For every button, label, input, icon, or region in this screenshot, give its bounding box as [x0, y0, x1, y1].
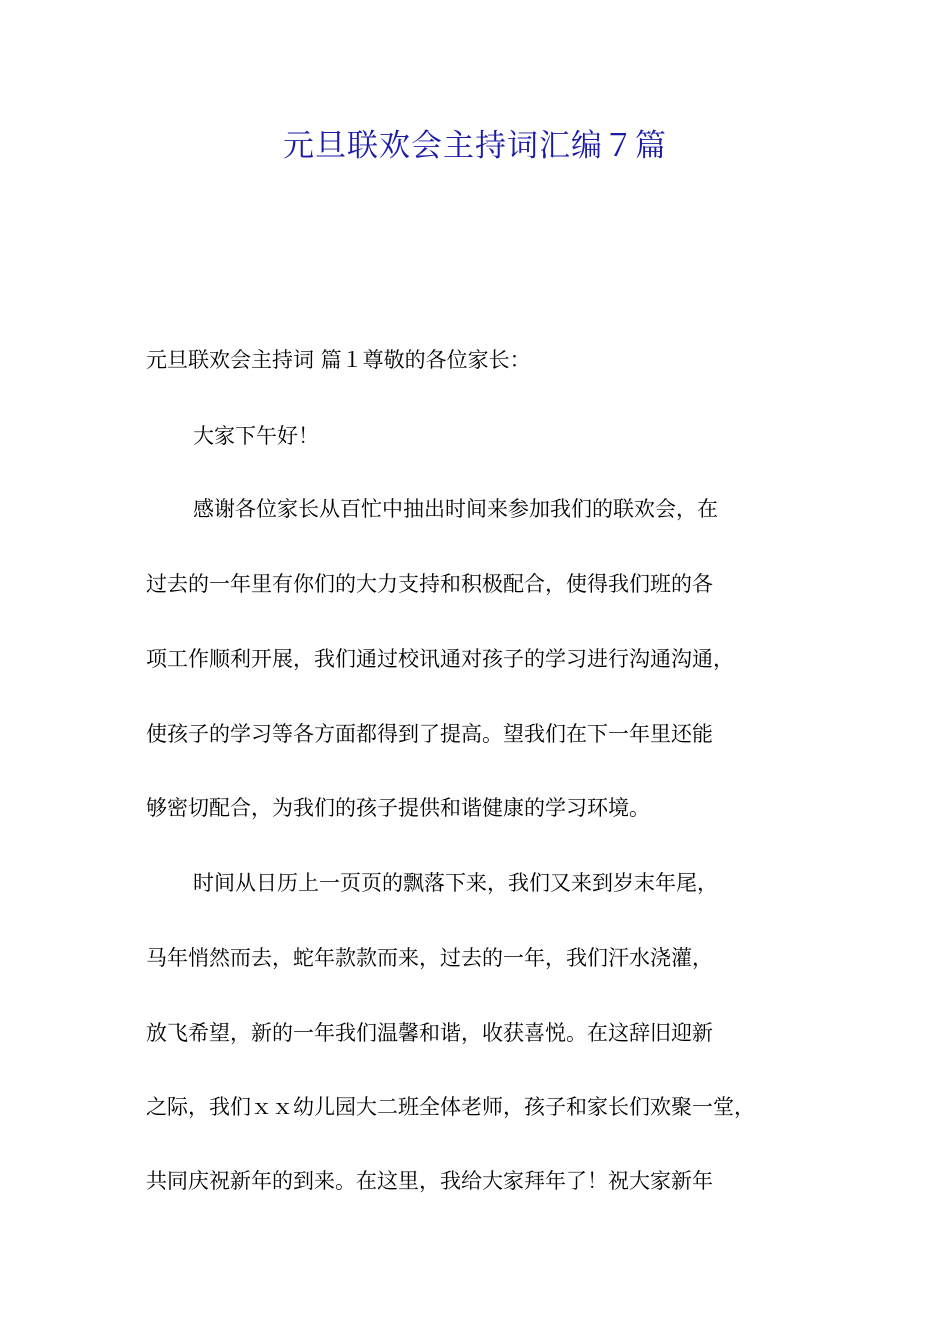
paragraph-line: 之际，我们ｘｘ幼儿园大二班全体老师，孩子和家长们欢聚一堂， — [146, 1095, 755, 1119]
paragraph-line-greeting: 大家下午好！ — [193, 424, 319, 448]
paragraph-line: 使孩子的学习等各方面都得到了提高。望我们在下一年里还能 — [146, 722, 713, 746]
document-title: 元旦联欢会主持词汇编７篇 — [283, 128, 667, 164]
paragraph-line: 共同庆祝新年的到来。在这里，我给大家拜年了！祝大家新年 — [146, 1169, 713, 1193]
paragraph-line: 感谢各位家长从百忙中抽出时间来参加我们的联欢会，在 — [193, 497, 718, 521]
paragraph-line: 项工作顺利开展，我们通过校讯通对孩子的学习进行沟通沟通， — [146, 647, 734, 671]
paragraph-line: 时间从日历上一页页的飘落下来，我们又来到岁末年尾， — [193, 871, 718, 895]
paragraph-line: 放飞希望，新的一年我们温馨和谐，收获喜悦。在这辞旧迎新 — [146, 1021, 713, 1045]
paragraph-line: 够密切配合，为我们的孩子提供和谐健康的学习环境。 — [146, 796, 650, 820]
paragraph-line-section-heading: 元旦联欢会主持词 篇１尊敬的各位家长： — [146, 348, 531, 372]
paragraph-line: 过去的一年里有你们的大力支持和积极配合，使得我们班的各 — [146, 572, 713, 596]
paragraph-line: 马年悄然而去，蛇年款款而来，过去的一年，我们汗水浇灌， — [146, 946, 713, 970]
